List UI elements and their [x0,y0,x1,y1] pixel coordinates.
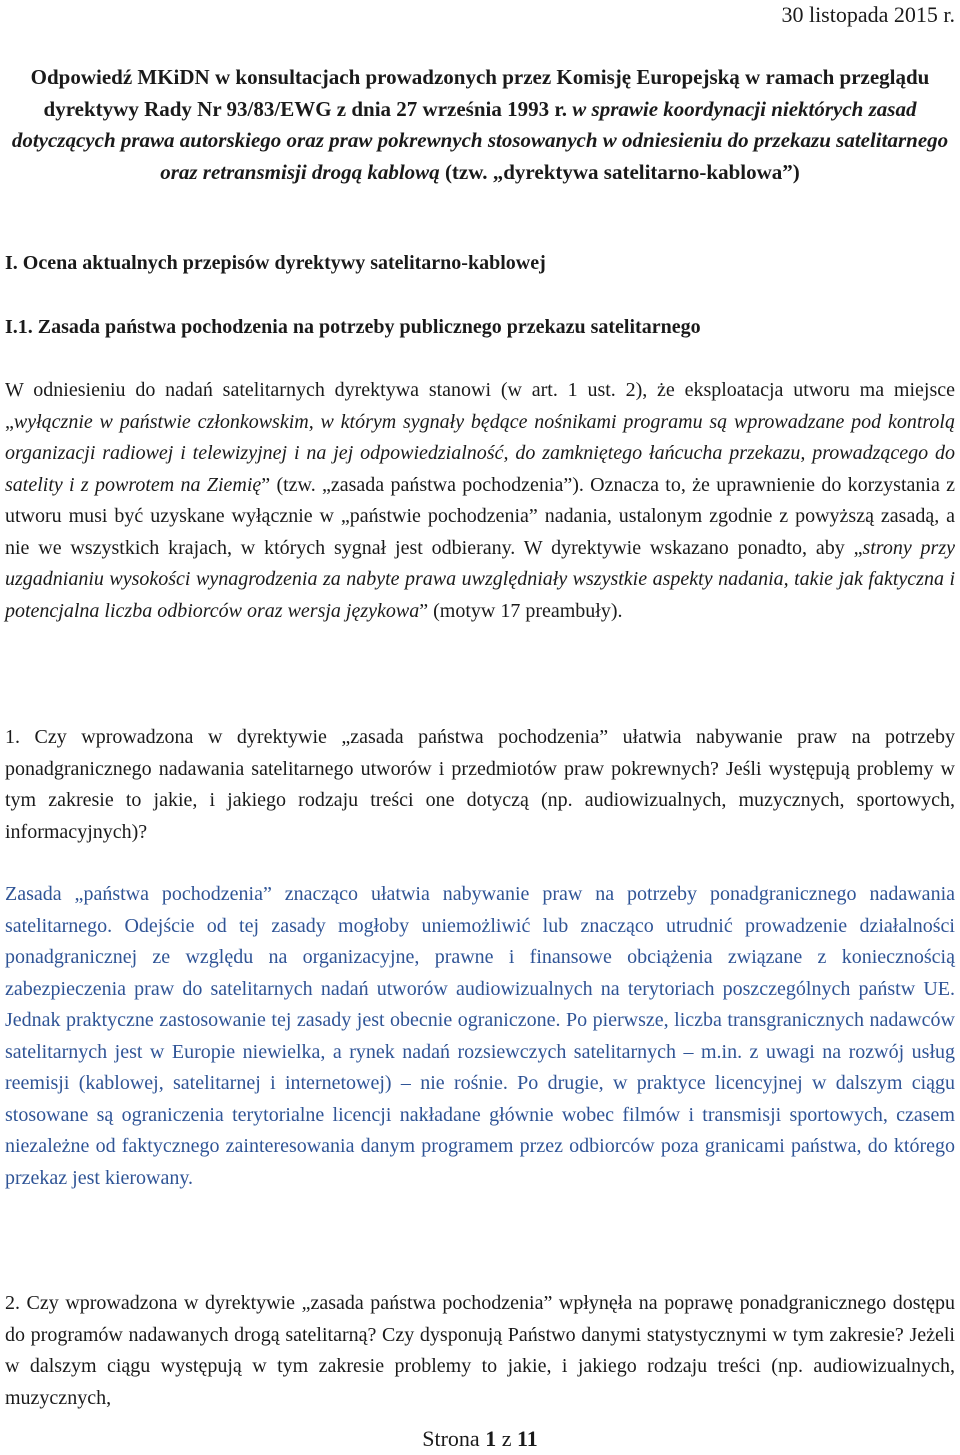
title-part-italic: w sprawie koordynacji niektórych zasad dotyczących prawa autorskiego oraz praw pokrewnych stosowanych w odniesieniu do przekazu satelitarnego oraz retransmisji drogą kablową [11,96,949,184]
question-2: 2. Czy wprowadzona w dyrektywie „zasada państwa pochodzenia” wpłynęła na poprawę ponadgranicznego dostępu do programów nadawanych drogą satelitarną? Czy dysponują Państwo danymi statystycznymi w tym zakresie? Jeżeli w dalszym ciągu występują w tym zakresie problemy to jakie, i jakiego rodzaju treści (np. audiowizualnych, muzycznych, [5,1292,955,1409]
intro-text-e: ” (motyw 17 preambuły). [419,599,623,622]
intro-text-a: W odniesieniu do nadań satelitarnych dyrektywa stanowi (w art. 1 ust. 2), że eksploatacja utworu ma miejsce „ [5,379,955,433]
title-part-a: Odpowiedź MKiDN w konsultacjach prowadzonych przez Komisję Europejską w ramach przeglądu dyrektywy Rady Nr 93/83/EWG z dnia 27 września 1993 r. [30,65,930,121]
document-date: 30 listopada 2015 r. [781,2,955,27]
intro-paragraph [5,375,955,627]
document-title [5,62,955,188]
question-1: 1. Czy wprowadzona w dyrektywie „zasada państwa pochodzenia” ułatwia nabywanie praw na potrzeby ponadgranicznego nadawania satelitarnego utworów i przedmiotów praw pokrewnych? Jeśli występują problemy w tym zakresie to jakie, i jakiego rodzaju treści one dotyczą (np. audiowizualnych, muzycznych, sportowych, informacyjnych)? [5,726,955,843]
intro-quote-1: wyłącznie w państwie członkowskim, w którym sygnały będące nośnikami programu są wprowadzane pod kontrolą organizacji radiowej i telewizyjnej i na jej odpowiedzialność, do zamkniętego łańcucha przekazu, prowadzącego do satelity i z powrotem na Ziemię [5,410,955,496]
footer-prefix: Strona [422,1426,486,1451]
footer-mid: z [496,1426,517,1451]
intro-text-c: ” (tzw. „zasada państwa pochodzenia”). Oznacza to, że uprawnienie do korzystania z utworu musi być uzyskane wyłącznie w „państwie pochodzenia” nadania, ustalonym zgodnie z powyższą zasadą, a nie we wszystkich krajach, w których sygnał jest odbierany. W dyrektywie wskazano ponadto, aby „ [5,473,955,559]
title-part-c: (tzw. „dyrektywa satelitarno-kablowa”) [439,159,800,184]
page-footer [5,1426,955,1452]
section-heading-1-1: I.1. Zasada państwa pochodzenia na potrzeby publicznego przekazu satelitarnego [5,316,701,338]
section-heading-1: I. Ocena aktualnych przepisów dyrektywy satelitarno-kablowej [5,252,546,274]
intro-quote-2: strony przy uzgadnianiu wysokości wynagrodzenia za nabyte prawa uwzględniały wszystkie aspekty nadania, takie jak faktyczna i potencjalna liczba odbiorców oraz wersja językowa [5,536,955,622]
footer-page-number: 1 [485,1426,497,1451]
footer-page-total: 11 [516,1426,538,1451]
answer-1: Zasada „państwa pochodzenia” znacząco ułatwia nabywanie praw na potrzeby ponadgranicznego nadawania satelitarnego. Odejście od tej zasady mogłoby uniemożliwić lub znacząco utrudnić prowadzenie działalności ponadgranicznej ze względu na organizacyjne, prawne i finansowe obciążenia związane z koniecznością zabezpieczenia praw do satelitarnych nadań utworów audiowizualnych na terytoriach poszczególnych państw UE. Jednak praktyczne zastosowanie tej zasady jest obecnie ograniczone. Po pierwsze, liczba transgranicznych nadawców satelitarnych jest w Europie niewielka, a rynek nadań rozsiewczych satelitarnych – m.in. z uwagi na rozwój usług reemisji (kablowej, satelitarnej i internetowej) – nie rośnie. Po drugie, w praktyce licencyjnej w dalszym ciągu stosowane są ograniczenia terytorialne licencji nakładane głównie wobec filmów i transmisji sportowych, czasem niezależne od faktycznego zainteresowania danym programem przez odbiorców poza granicami państwa, do którego przekaz jest kierowany. [5,883,955,1189]
